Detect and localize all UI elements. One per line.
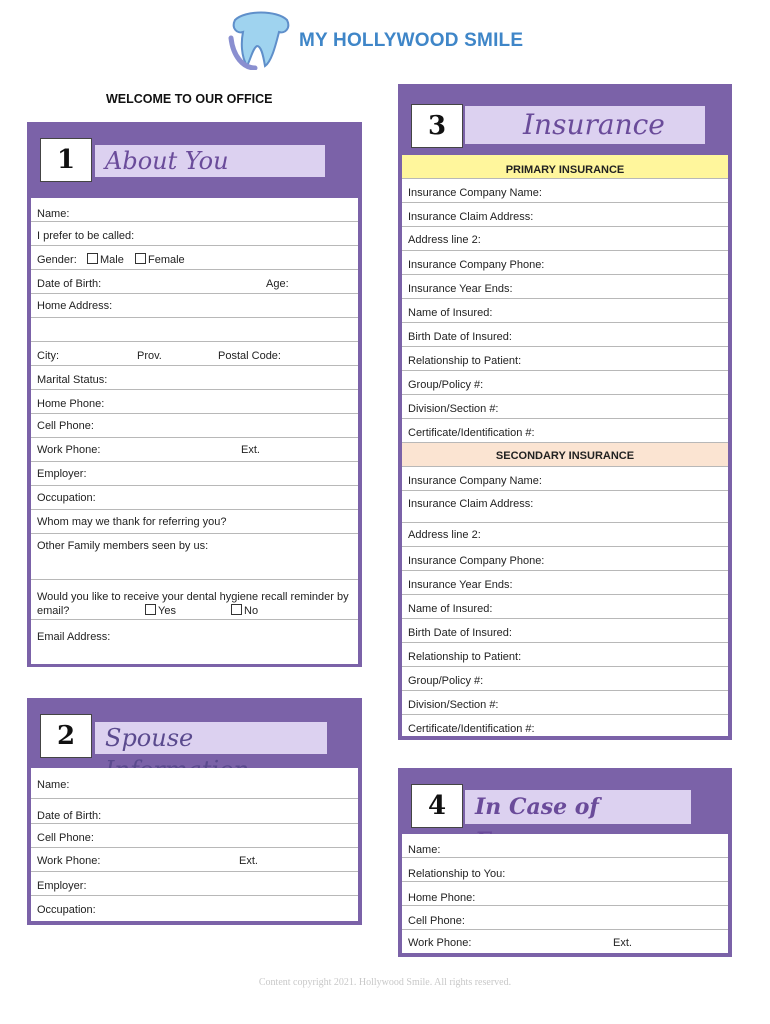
insurance-form: [402, 155, 728, 736]
primary-division-label: Division/Section #:: [408, 403, 499, 415]
family-members-label: Other Family members seen by us:: [37, 540, 209, 552]
emergency-name-label: Name:: [408, 844, 441, 856]
occupation-label: Occupation:: [37, 492, 96, 504]
welcome-heading: WELCOME TO OUR OFFICE: [106, 92, 273, 106]
primary-birth-insured-field[interactable]: [402, 323, 728, 347]
primary-relationship-label: Relationship to Patient:: [408, 355, 522, 367]
secondary-division-label: Division/Section #:: [408, 699, 499, 711]
primary-group-policy-label: Group/Policy #:: [408, 379, 484, 391]
copyright-footer: Content copyright 2021. Hollywood Smile. All rights reserved.: [258, 977, 512, 988]
work-phone-field[interactable]: [31, 438, 358, 462]
primary-certificate-label: Certificate/Identification #:: [408, 427, 535, 439]
preferred-name-field[interactable]: [31, 222, 358, 246]
postal-code-label: Postal Code:: [218, 350, 281, 362]
emergency-work-phone-field[interactable]: [402, 930, 728, 953]
secondary-company-name-label: Insurance Company Name:: [408, 475, 542, 487]
secondary-relationship-field[interactable]: [402, 643, 728, 667]
spouse-occupation-label: Occupation:: [37, 904, 96, 916]
secondary-group-policy-field[interactable]: [402, 667, 728, 691]
primary-insurance-heading: PRIMARY INSURANCE: [402, 155, 728, 179]
emergency-name-field[interactable]: [402, 834, 728, 858]
primary-company-phone-field[interactable]: [402, 251, 728, 275]
emergency-home-phone-field[interactable]: [402, 882, 728, 906]
secondary-certificate-label: Certificate/Identification #:: [408, 723, 535, 735]
primary-address-line2-field[interactable]: [402, 227, 728, 251]
primary-certificate-field[interactable]: [402, 419, 728, 443]
occupation-field[interactable]: [31, 486, 358, 510]
logo-text: MY HOLLYWOOD SMILE: [299, 30, 524, 51]
insurance-title: Insurance: [465, 106, 705, 144]
spouse-dob-field[interactable]: [31, 799, 358, 824]
name-field[interactable]: [31, 198, 358, 222]
employer-label: Employer:: [37, 468, 87, 480]
secondary-claim-address-field[interactable]: [402, 491, 728, 523]
male-label: Male: [100, 254, 124, 266]
cell-phone-field[interactable]: [31, 414, 358, 438]
logo: [225, 8, 525, 70]
preferred-name-label: I prefer to be called:: [37, 230, 135, 242]
recall-yes-label: Yes: [158, 605, 176, 617]
secondary-company-phone-field[interactable]: [402, 547, 728, 571]
secondary-birth-insured-label: Birth Date of Insured:: [408, 627, 512, 639]
emergency-relationship-label: Relationship to You:: [408, 868, 506, 880]
section-3-number: 3: [411, 104, 463, 148]
secondary-year-ends-label: Insurance Year Ends:: [408, 579, 513, 591]
referral-field[interactable]: [31, 510, 358, 534]
primary-name-insured-label: Name of Insured:: [408, 307, 493, 319]
spouse-name-label: Name:: [37, 779, 70, 791]
primary-group-policy-field[interactable]: [402, 371, 728, 395]
city-field[interactable]: [31, 342, 358, 366]
city-label: City:: [37, 350, 59, 362]
spouse-ext-label: Ext.: [239, 855, 258, 867]
primary-division-field[interactable]: [402, 395, 728, 419]
emergency-cell-phone-field[interactable]: [402, 906, 728, 930]
family-members-field[interactable]: [31, 534, 358, 580]
female-label: Female: [148, 254, 185, 266]
cell-phone-label: Cell Phone:: [37, 420, 94, 432]
spouse-employer-label: Employer:: [37, 880, 87, 892]
name-label: Name:: [37, 208, 70, 220]
primary-relationship-field[interactable]: [402, 347, 728, 371]
spouse-name-field[interactable]: [31, 768, 358, 799]
secondary-company-phone-label: Insurance Company Phone:: [408, 555, 545, 567]
secondary-division-field[interactable]: [402, 691, 728, 715]
secondary-relationship-label: Relationship to Patient:: [408, 651, 522, 663]
recall-email-label: email?: [37, 605, 70, 617]
secondary-claim-address-label: Insurance Claim Address:: [408, 498, 534, 510]
about-you-title: About You: [95, 145, 325, 177]
primary-company-name-label: Insurance Company Name:: [408, 187, 542, 199]
recall-reminder-field: [31, 580, 358, 620]
home-address-label: Home Address:: [37, 300, 113, 312]
primary-address-line2-label: Address line 2:: [408, 234, 481, 246]
emergency-form: [402, 834, 728, 953]
emergency-ext-label: Ext.: [613, 937, 632, 949]
prov-label: Prov.: [137, 350, 162, 362]
primary-year-ends-field[interactable]: [402, 275, 728, 299]
email-address-label: Email Address:: [37, 631, 111, 643]
spouse-dob-label: Date of Birth:: [37, 810, 102, 822]
section-2-number: 2: [40, 714, 92, 758]
secondary-name-insured-label: Name of Insured:: [408, 603, 493, 615]
spouse-occupation-field[interactable]: [31, 896, 358, 921]
secondary-address-line2-field[interactable]: [402, 523, 728, 547]
referral-label: Whom may we thank for referring you?: [37, 516, 227, 528]
home-phone-label: Home Phone:: [37, 398, 105, 410]
spouse-cell-phone-label: Cell Phone:: [37, 832, 94, 844]
dob-label: Date of Birth:: [37, 278, 102, 290]
primary-company-name-field[interactable]: [402, 179, 728, 203]
recall-no-label: No: [244, 605, 259, 617]
spouse-title: Spouse: [95, 722, 327, 754]
marital-status-field[interactable]: [31, 366, 358, 390]
spouse-employer-field[interactable]: [31, 872, 358, 896]
gender-label: Gender:: [37, 254, 77, 266]
secondary-year-ends-field[interactable]: [402, 571, 728, 595]
secondary-insurance-heading: SECONDARY INSURANCE: [402, 443, 728, 467]
section-4-number: 4: [411, 784, 463, 828]
age-label: Age:: [266, 278, 289, 290]
spouse-form: [31, 768, 358, 921]
home-address-field[interactable]: [31, 294, 358, 318]
section-1-number: 1: [40, 138, 92, 182]
home-address-line2-field[interactable]: [31, 318, 358, 342]
primary-claim-address-field[interactable]: [402, 203, 728, 227]
emergency-cell-phone-label: Cell Phone:: [408, 915, 465, 927]
tooth-logo-icon: [225, 8, 297, 70]
home-phone-field[interactable]: [31, 390, 358, 414]
primary-year-ends-label: Insurance Year Ends:: [408, 283, 513, 295]
primary-name-insured-field[interactable]: [402, 299, 728, 323]
spouse-cell-phone-field[interactable]: [31, 824, 358, 848]
about-you-form: [31, 198, 358, 664]
primary-company-phone-label: Insurance Company Phone:: [408, 259, 545, 271]
dob-field[interactable]: [31, 270, 358, 294]
emergency-title: In Case of: [465, 790, 691, 824]
employer-field[interactable]: [31, 462, 358, 486]
secondary-company-name-field[interactable]: [402, 467, 728, 491]
secondary-birth-insured-field[interactable]: [402, 619, 728, 643]
email-address-field[interactable]: [31, 620, 358, 666]
recall-yes-checkbox[interactable]: [145, 604, 156, 615]
recall-question-label: Would you like to receive your dental hygiene recall reminder by: [37, 591, 349, 603]
recall-no-checkbox[interactable]: [231, 604, 242, 615]
emergency-home-phone-label: Home Phone:: [408, 892, 476, 904]
secondary-name-insured-field[interactable]: [402, 595, 728, 619]
secondary-address-line2-label: Address line 2:: [408, 529, 481, 541]
emergency-work-phone-label: Work Phone:: [408, 937, 472, 949]
emergency-relationship-field[interactable]: [402, 858, 728, 882]
female-checkbox[interactable]: [135, 253, 146, 264]
work-phone-label: Work Phone:: [37, 444, 101, 456]
male-checkbox[interactable]: [87, 253, 98, 264]
primary-claim-address-label: Insurance Claim Address:: [408, 211, 534, 223]
spouse-work-phone-field[interactable]: [31, 848, 358, 872]
gender-field: [31, 246, 358, 270]
marital-status-label: Marital Status:: [37, 374, 108, 386]
secondary-group-policy-label: Group/Policy #:: [408, 675, 484, 687]
work-phone-ext-label: Ext.: [241, 444, 260, 456]
primary-birth-insured-label: Birth Date of Insured:: [408, 331, 512, 343]
secondary-certificate-field[interactable]: [402, 715, 728, 740]
spouse-work-phone-label: Work Phone:: [37, 855, 101, 867]
